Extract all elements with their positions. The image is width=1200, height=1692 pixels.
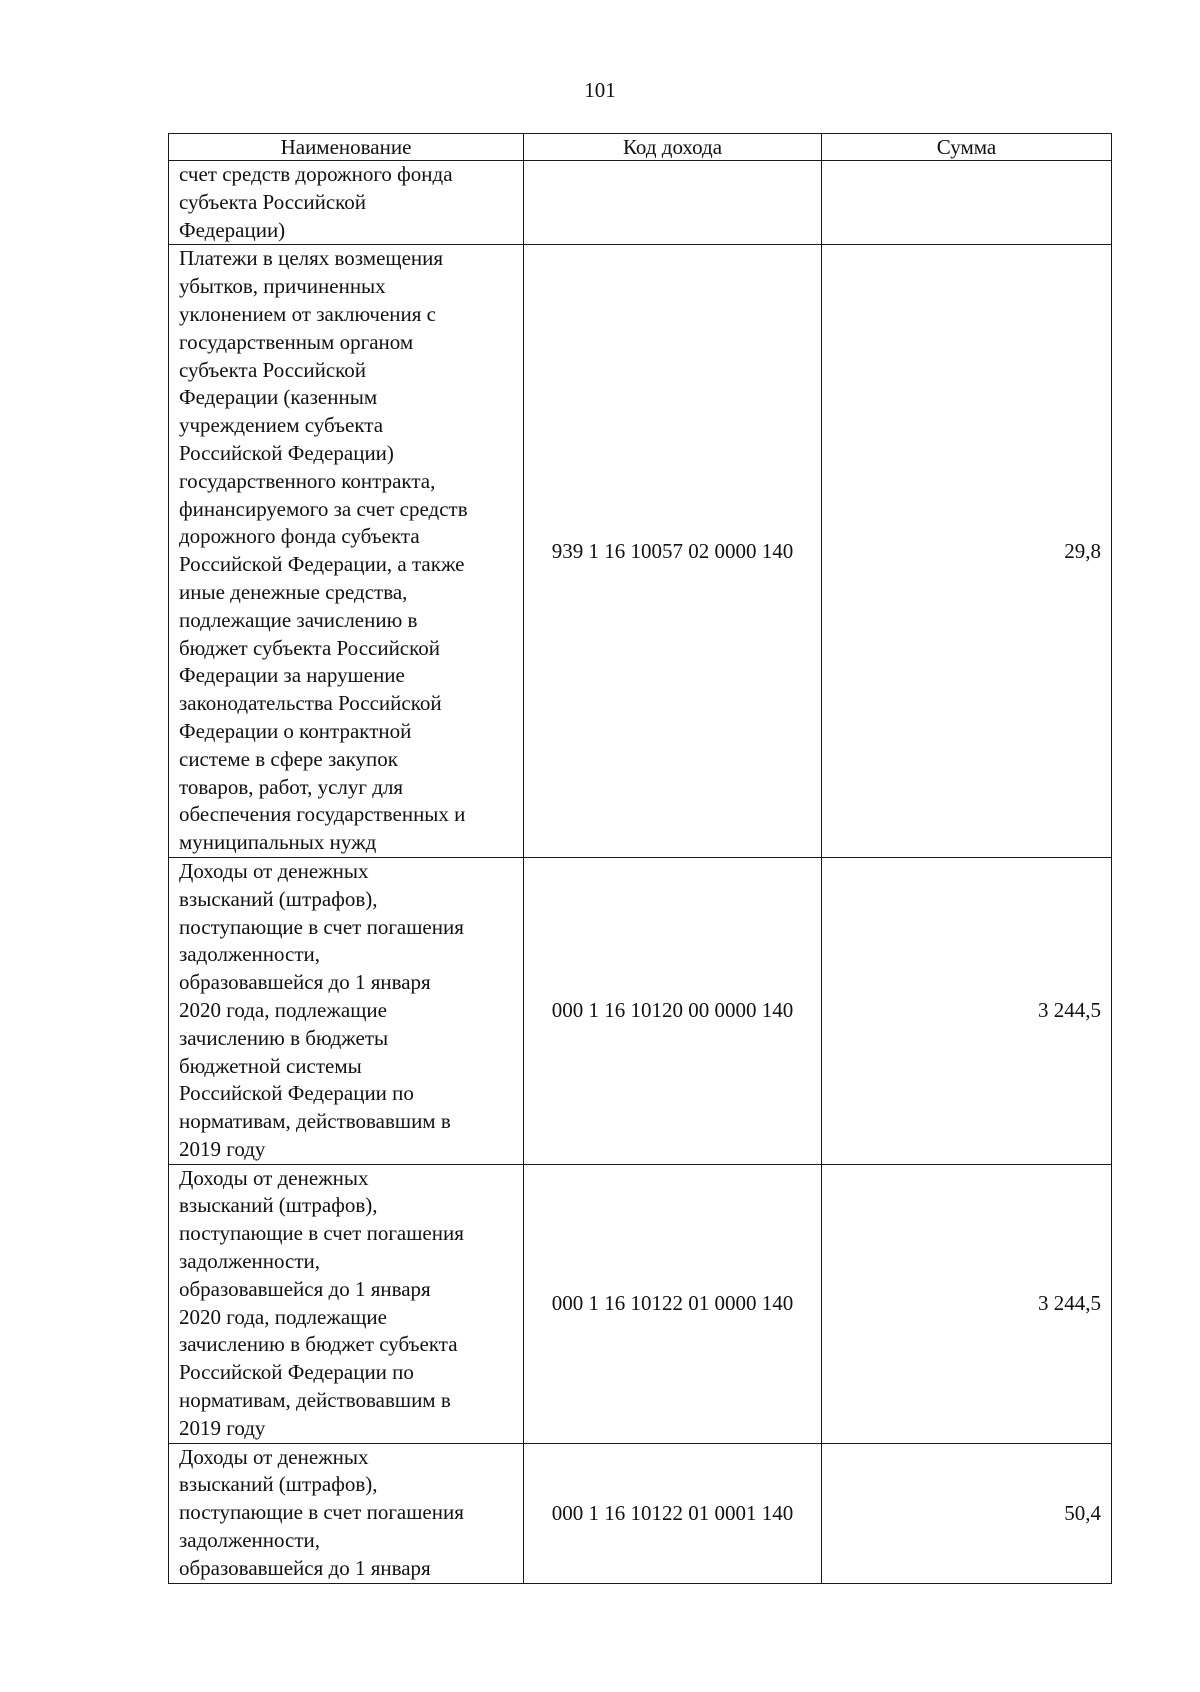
column-header-sum: Сумма xyxy=(822,134,1112,161)
revenue-sum-cell xyxy=(822,161,1112,245)
revenue-name-line: задолженности, xyxy=(179,942,321,967)
revenue-name-line: дорожного фонда субъекта xyxy=(179,524,420,549)
revenue-sum-cell: 50,4 xyxy=(822,1443,1112,1583)
revenue-name-line: 2020 года, подлежащие xyxy=(179,997,387,1022)
table-row xyxy=(169,1164,1112,1443)
revenue-name-line: образовавшейся до 1 января xyxy=(179,1555,431,1580)
revenue-code-cell: 000 1 16 10122 01 0001 140 xyxy=(524,1443,822,1583)
revenue-name-line: Доходы от денежных xyxy=(179,1444,369,1469)
revenue-name-line: субъекта Российской xyxy=(179,189,367,214)
revenue-name-line: финансируемого за счет средств xyxy=(179,496,468,521)
revenue-name-line: Российской Федерации по xyxy=(179,1360,414,1385)
revenue-name-line: задолженности, xyxy=(179,1528,321,1553)
revenue-name-line: государственного контракта, xyxy=(179,468,436,493)
revenue-sum-cell: 29,8 xyxy=(822,245,1112,858)
revenue-name-line: субъекта Российской xyxy=(179,357,367,382)
revenue-name-cell xyxy=(169,857,524,1164)
revenue-name-cell xyxy=(169,1443,524,1583)
revenue-name-line: Федерации (казенным xyxy=(179,385,378,410)
revenue-code-cell: 000 1 16 10120 00 0000 140 xyxy=(524,857,822,1164)
revenue-sum-cell: 3 244,5 xyxy=(822,857,1112,1164)
revenue-name-line: уклонением от заключения с xyxy=(179,301,437,326)
revenue-name-line: Российской Федерации) xyxy=(179,440,394,465)
revenue-name-line: законодательства Российской xyxy=(179,691,442,716)
revenue-name-line: образовавшейся до 1 января xyxy=(179,970,431,995)
revenue-name-line: поступающие в счет погашения xyxy=(179,914,464,939)
revenue-name-cell xyxy=(169,1164,524,1443)
revenue-name-line: убытков, причиненных xyxy=(179,274,386,299)
revenue-code-cell: 000 1 16 10122 01 0000 140 xyxy=(524,1164,822,1443)
revenue-name-line: задолженности, xyxy=(179,1249,321,1274)
revenue-name-line: иные денежные средства, xyxy=(179,579,408,604)
revenue-name-line: нормативам, действовавшим в xyxy=(179,1109,451,1134)
revenue-name-line: государственным органом xyxy=(179,329,414,354)
revenue-name-line: Федерации) xyxy=(179,217,286,242)
revenue-name-line: подлежащие зачислению в xyxy=(179,607,418,632)
revenue-code-cell: 939 1 16 10057 02 0000 140 xyxy=(524,245,822,858)
revenue-table xyxy=(168,133,1112,1584)
revenue-name-line: счет средств дорожного фонда xyxy=(179,162,453,186)
revenue-name-line: взысканий (штрафов), xyxy=(179,886,378,911)
revenue-name-line: обеспечения государственных и xyxy=(179,802,466,827)
revenue-name-line: бюджетной системы xyxy=(179,1053,362,1078)
revenue-name-line: зачислению в бюджеты xyxy=(179,1025,389,1050)
column-header-name: Наименование xyxy=(169,134,524,161)
revenue-name-line: поступающие в счет погашения xyxy=(179,1500,464,1525)
revenue-name-cell xyxy=(169,245,524,858)
revenue-name-line: Доходы от денежных xyxy=(179,1165,369,1190)
revenue-name-line: 2019 году xyxy=(179,1415,266,1440)
column-header-code: Код дохода xyxy=(524,134,822,161)
revenue-name-line: взысканий (штрафов), xyxy=(179,1193,378,1218)
revenue-name-line: 2019 году xyxy=(179,1136,266,1161)
revenue-name-line: Российской Федерации по xyxy=(179,1081,414,1106)
revenue-name-line: 2020 года, подлежащие xyxy=(179,1304,387,1329)
revenue-code-cell xyxy=(524,161,822,245)
revenue-name-line: нормативам, действовавшим в xyxy=(179,1388,451,1413)
table-row xyxy=(169,857,1112,1164)
revenue-name-line: Федерации за нарушение xyxy=(179,663,405,688)
revenue-name-cell xyxy=(169,161,524,245)
revenue-sum-cell: 3 244,5 xyxy=(822,1164,1112,1443)
revenue-name-line: поступающие в счет погашения xyxy=(179,1221,464,1246)
table-row xyxy=(169,1443,1112,1583)
table-row xyxy=(169,161,1112,245)
revenue-name-line: бюджет субъекта Российской xyxy=(179,635,441,660)
revenue-name-line: взысканий (штрафов), xyxy=(179,1472,378,1497)
table-header-row xyxy=(169,134,1112,161)
revenue-name-line: Российской Федерации, а также xyxy=(179,552,465,577)
revenue-name-line: Платежи в целях возмещения xyxy=(179,246,444,271)
table-row xyxy=(169,245,1112,858)
revenue-name-line: муниципальных нужд xyxy=(179,830,377,855)
revenue-name-line: образовавшейся до 1 января xyxy=(179,1276,431,1301)
revenue-name-line: товаров, работ, услуг для xyxy=(179,774,404,799)
revenue-name-line: учреждением субъекта xyxy=(179,413,384,438)
revenue-name-line: зачислению в бюджет субъекта xyxy=(179,1332,458,1357)
page-number: 101 xyxy=(584,78,616,102)
table-body xyxy=(169,161,1112,1584)
revenue-name-line: Доходы от денежных xyxy=(179,858,369,883)
revenue-name-line: системе в сфере закупок xyxy=(179,746,398,771)
revenue-name-line: Федерации о контрактной xyxy=(179,718,412,743)
